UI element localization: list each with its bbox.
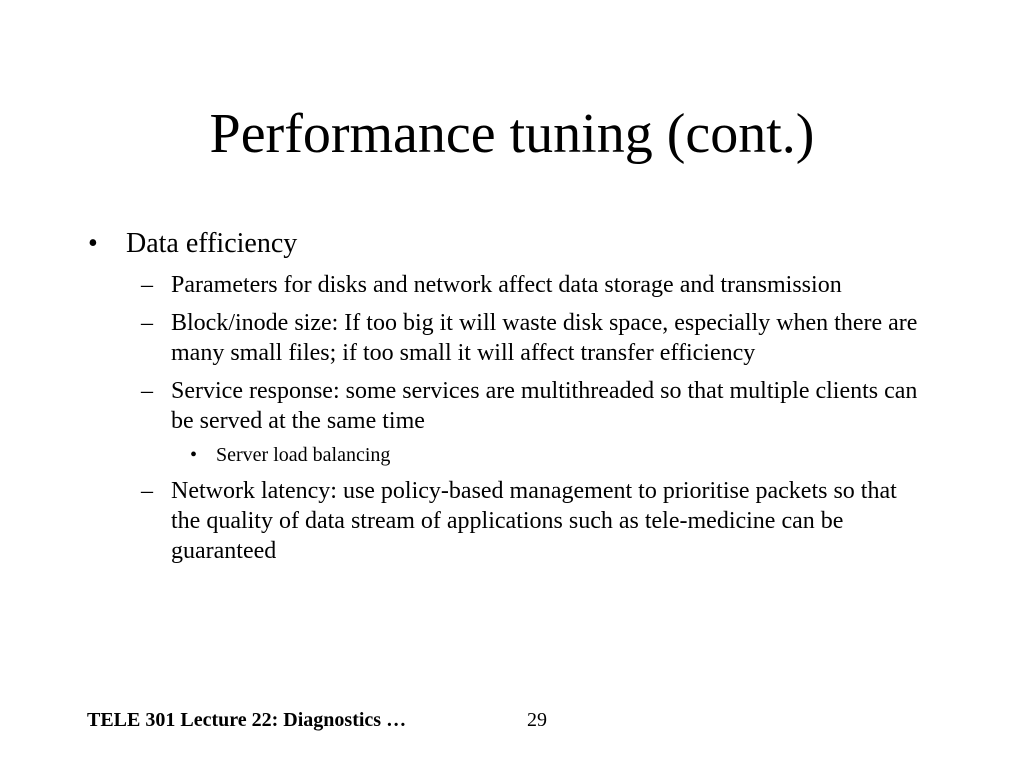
subsubbullet-server-load-balancing (190, 442, 916, 468)
subbullet-service-response (141, 376, 931, 436)
bullet-text: Data efficiency (126, 228, 298, 259)
dash-marker: – (141, 378, 153, 404)
subbullet-text: Parameters for disks and network affect data storage and transmission (171, 272, 842, 298)
subbullet-parameters (141, 270, 931, 300)
dash-marker: – (141, 478, 153, 504)
slide-title: Performance tuning (cont.) (209, 103, 815, 165)
subbullet-text: Block/inode size: If too big it will waste disk space, especially when there are many small files; if too small it will affect transfer efficiency (171, 310, 918, 366)
dash-marker: – (141, 272, 153, 298)
subbullet-block-inode-size (141, 308, 931, 368)
bullet-marker: • (190, 444, 198, 466)
page-number: 29 (527, 709, 547, 731)
bullet-marker: • (88, 228, 98, 259)
subbullet-text: Network latency: use policy-based management to prioritise packets so that the quality of data stream of applications such as tele-medicine can be guaranteed (171, 478, 897, 564)
subsubbullet-text: Server load balancing (216, 444, 391, 466)
footer-title: TELE 301 Lecture 22: Diagnostics … (87, 709, 407, 731)
subbullet-network-latency (141, 476, 931, 566)
dash-marker: – (141, 310, 153, 336)
bullet-data-efficiency (88, 226, 926, 262)
slide-footer (87, 706, 547, 734)
slide-content (0, 226, 1024, 566)
subbullet-text: Service response: some services are multithreaded so that multiple clients can be served at the same time (171, 378, 918, 434)
